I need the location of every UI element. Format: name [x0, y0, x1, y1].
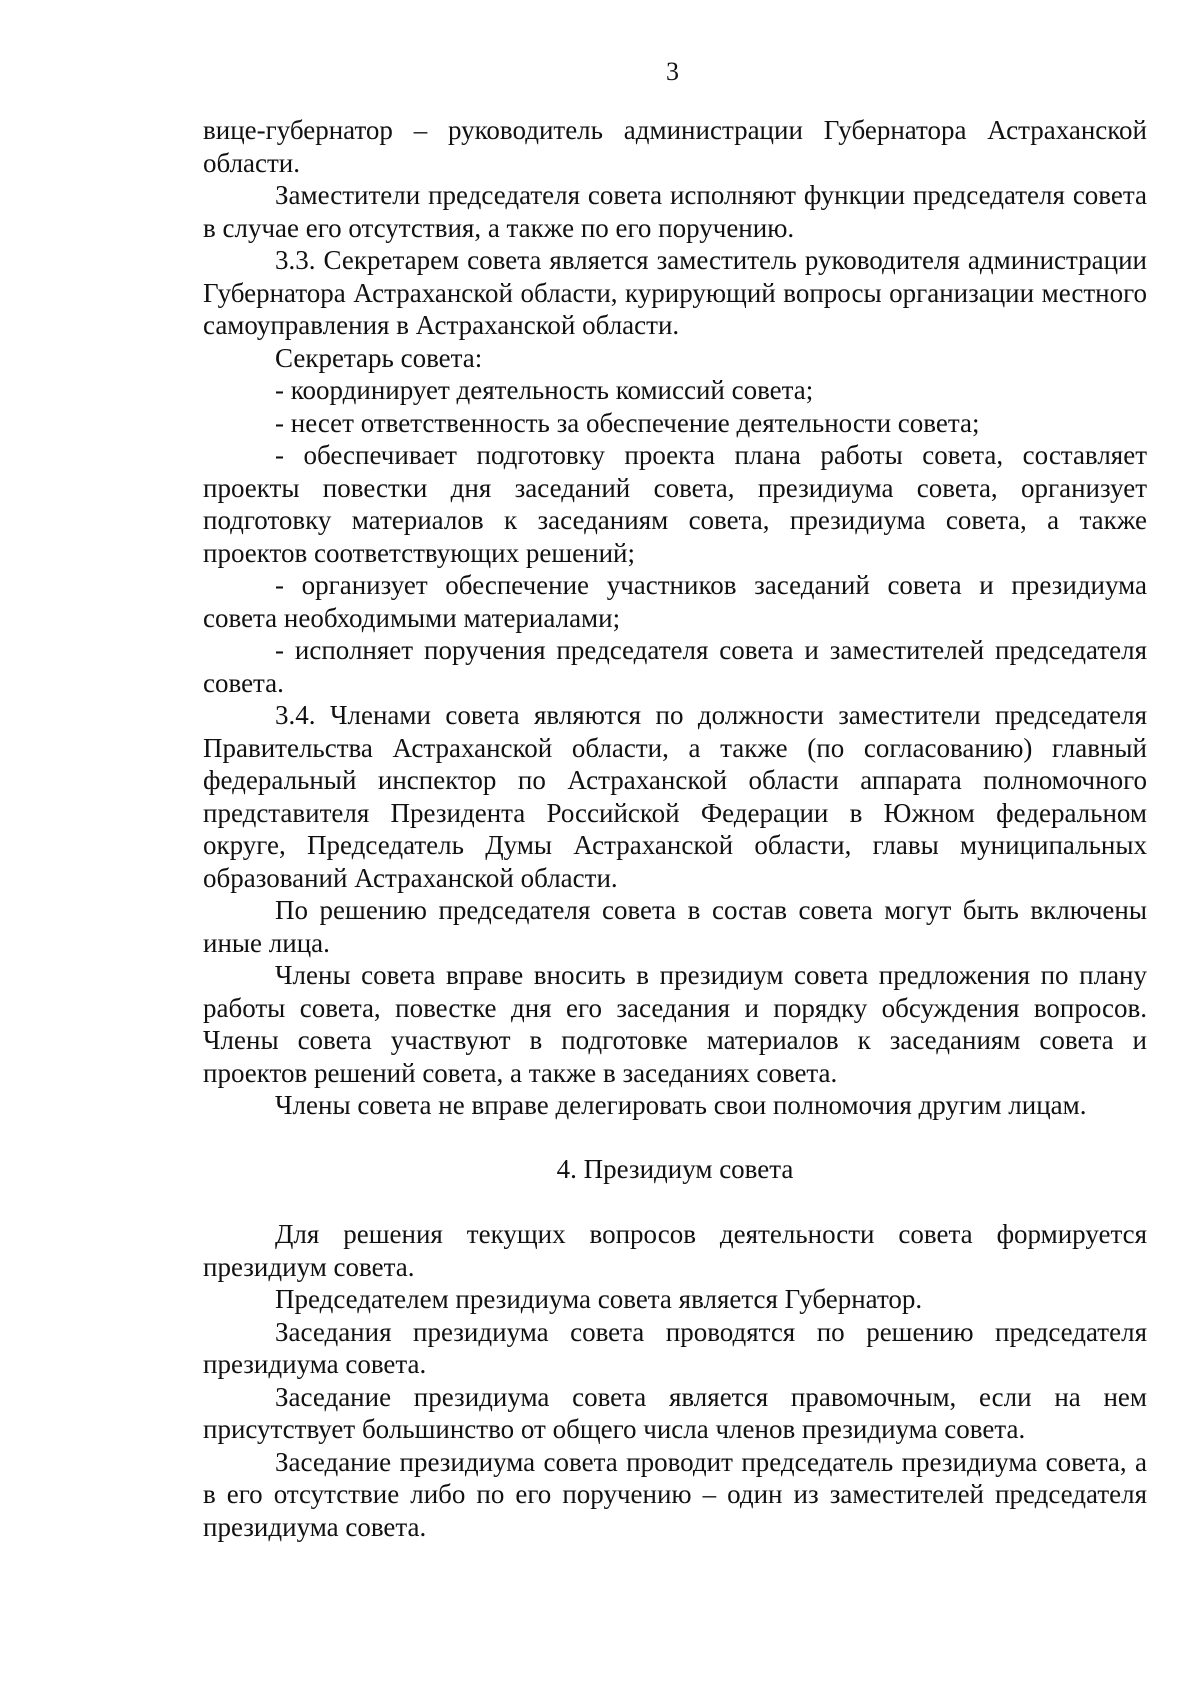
paragraph: вице-губернатор – руководитель администрации Губернатора Астраханской области.: [203, 115, 1147, 178]
list-item: - несет ответственность за обеспечение деятельности совета;: [275, 407, 980, 438]
section-heading: 4. Президиум совета: [556, 1153, 794, 1184]
paragraph: 3.3. Секретарем совета является заместитель руководителя администрации Губернатора Астраханской области, курирующий вопросы организации местного самоуправления в Астраханской области.: [203, 245, 1147, 340]
list-item: - координирует деятельность комиссий совета;: [275, 375, 814, 405]
paragraph: По решению председателя совета в состав совета могут быть включены иные лица.: [203, 895, 1147, 958]
paragraph: Заседание президиума совета является правомочным, если на нем присутствует большинство от общего числа членов президиума совета.: [203, 1381, 1147, 1444]
paragraph: Секретарь совета:: [275, 342, 483, 373]
paragraph: Заместители председателя совета исполняют функции председателя совета в случае его отсутствия, а также по его поручению.: [203, 180, 1147, 243]
paragraph: 3.4. Членами совета являются по должности заместители председателя Правительства Астраханской области, а также (по согласованию) главный федеральный инспектор по Астраханской области аппарата полномочного представителя Президента Российской Федерации в Южном федеральном округе, Председатель Думы Астраханской области, главы муниципальных образований Астраханской области.: [203, 700, 1147, 893]
document-body: [203, 114, 1147, 1543]
page-number: 3: [666, 57, 679, 86]
list-item: - обеспечивает подготовку проекта плана работы совета, составляет проекты повестки дня заседаний совета, президиума совета, организует подготовку материалов к заседаниям совета, президиума совета, а также проектов соответствующих решений;: [203, 440, 1147, 568]
list-item: - организует обеспечение участников заседаний совета и президиума совета необходимыми материалами;: [203, 570, 1147, 633]
paragraph: Заседания президиума совета проводятся по решению председателя президиума совета.: [203, 1316, 1147, 1379]
list-item: - исполняет поручения председателя совета и заместителей председателя совета.: [203, 635, 1147, 698]
paragraph: Заседание президиума совета проводит председатель президиума совета, а в его отсутствие либо по его поручению – один из заместителей председателя президиума совета.: [203, 1446, 1147, 1542]
paragraph: Члены совета не вправе делегировать свои полномочия другим лицам.: [275, 1090, 1087, 1120]
paragraph: Председателем президиума совета является Губернатор.: [275, 1284, 923, 1314]
paragraph: Для решения текущих вопросов деятельности совета формируется президиум совета.: [203, 1219, 1147, 1282]
paragraph: Члены совета вправе вносить в президиум совета предложения по плану работы совета, повестке дня его заседания и порядку обсуждения вопросов. Члены совета участвуют в подготовке материалов к заседаниям совета и проектов решений совета, а также в заседаниях совета.: [203, 960, 1147, 1088]
